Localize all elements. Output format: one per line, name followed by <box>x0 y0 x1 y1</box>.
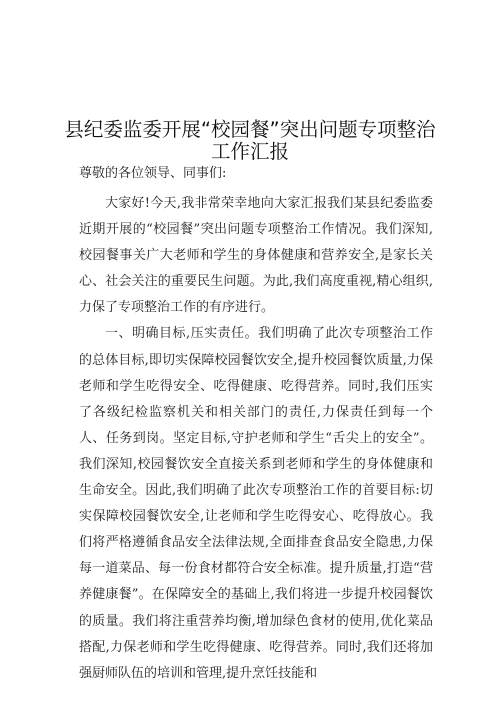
paragraph-intro: 大家好!今天,我非常荣幸地向大家汇报我们某县纪委监委近期开展的“校园餐”突出问题专项整治工作情况。我们深知,校园餐事关广大老师和学生的身体健康和营养安全,是家长关心、社会关注的重要民生问题。为此,我们高度重视,精心组织,力保了专项整治工作的有序进行。 <box>79 196 433 316</box>
paragraph-section-one: 一、明确目标,压实责任。我们明确了此次专项整治工作的总体目标,即切实保障校园餐饮安全,提升校园餐饮质量,力保老师和学生吃得安全、吃得健康、吃得营养。同时,我们压实了各级纪检监察机关和相关部门的责任,力保责任到每一个人、任务到岗。坚定目标,守护老师和学生“舌尖上的安全”。我们深知,校园餐饮安全直接关系到老师和学生的身体健康和生命安全。因此,我们明确了此次专项整治工作的首要目标:切实保障校园餐饮安全,让老师和学生吃得安心、吃得放心。我们将严格遵循食品安全法律法规,全面排查食品安全隐患,力保每一道菜品、每一份食材都符合安全标准。提升质量,打造“营养健康餐”。在保障安全的基础上,我们将进一步提升校园餐饮的质量。我们将注重营养均衡,增加绿色食材的使用,优化菜品搭配,力保老师和学生吃得健康、吃得营养。同时,我们还将加强厨师队伍的培训和管理,提升烹饪技能和 <box>79 326 433 681</box>
document-title-line-2: 工作汇报 <box>210 140 289 163</box>
salutation: 尊敬的各位领导、同事们: <box>79 166 227 181</box>
document-title-line-1: 县纪委监委开展“校园餐”突出问题专项整治 <box>64 118 436 141</box>
document-body <box>79 191 433 687</box>
